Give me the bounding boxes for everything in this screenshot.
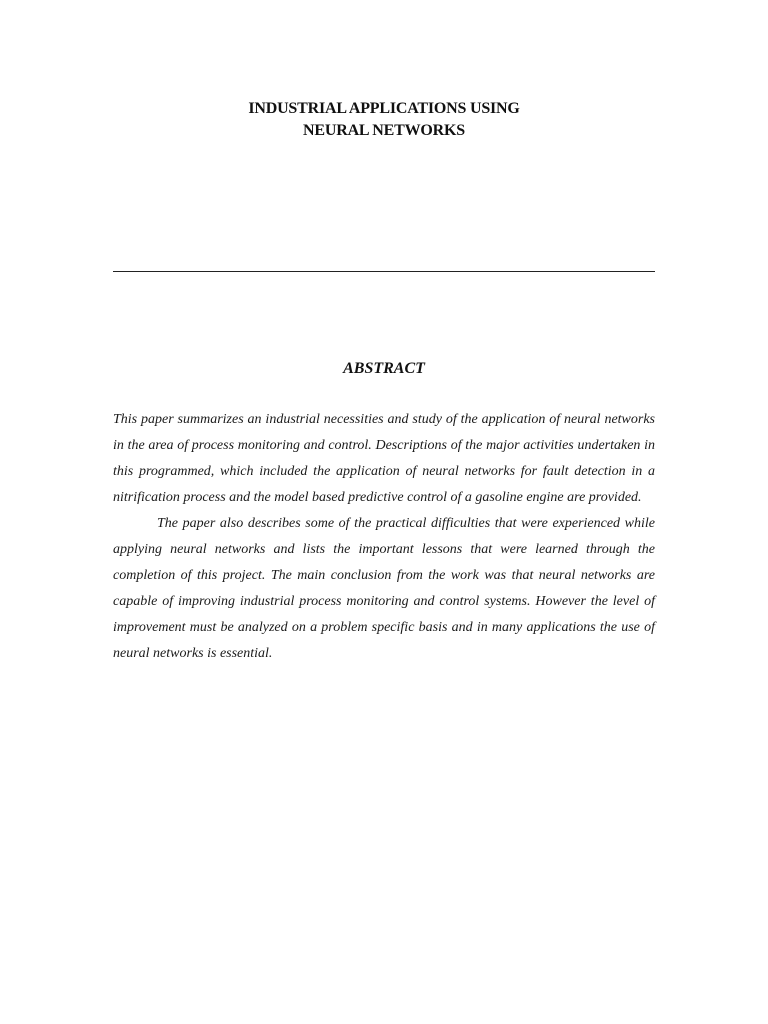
abstract-body (113, 407, 655, 667)
abstract-heading: ABSTRACT (343, 360, 425, 377)
abstract-paragraph-1: This paper summarizes an industrial necessities and study of the application of neural networks in the area of process monitoring and control. Descriptions of the major activities undertaken in this programmed, which included the application of neural networks for fault detection in a nitrification process and the model based predictive control of a gasoline engine are provided. (113, 412, 655, 505)
abstract-paragraph-2: The paper also describes some of the practical difficulties that were experienced while applying neural networks and lists the important lessons that were learned through the completion of this project. The main conclusion from the work was that neural networks are capable of improving industrial process monitoring and control systems. However the level of improvement must be analyzed on a problem specific basis and in many applications the use of neural networks is essential. (113, 516, 655, 661)
horizontal-rule (113, 271, 655, 272)
title-line-1: INDUSTRIAL APPLICATIONS USING (248, 100, 520, 117)
document-title (0, 98, 768, 142)
title-line-2: NEURAL NETWORKS (303, 122, 465, 139)
